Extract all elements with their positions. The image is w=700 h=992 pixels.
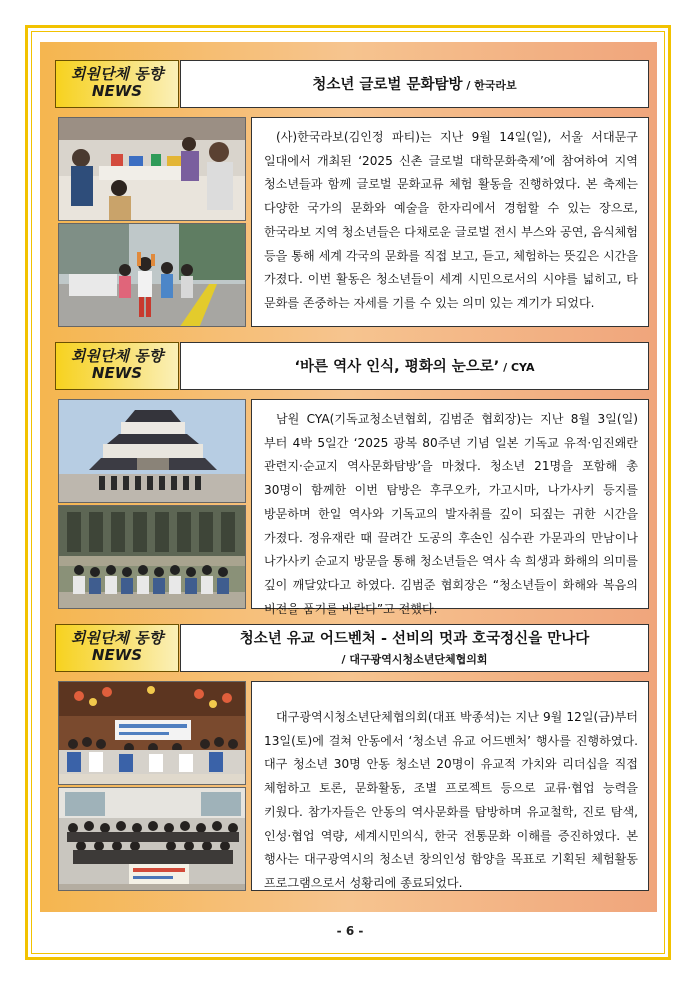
article-source: / 한국라보: [462, 79, 517, 92]
article-body: (사)한국라보(김인정 파티)는 지난 9월 14일(일), 서울 서대문구 일대에서 개최된 ‘2025 신촌 글로벌 대학문화축제’에 참여하여 지역 청소년들과 함께 글로벌 문화교류 체험 활동을 진행하였다. 본 축제는 다양한 국가의 문화와 예술을 한자리에서 경험할 수 있는 장으로, 한국라보 지역 청소년들은 다채로운 글로벌 전시 부스와 공연, 음식체험 등을 통해 세계 각국의 문화를 직접 보고, 듣고, 체험하는 뜻깊은 시간을 가졌다. 이번 활동은 청소년들이 세계 시민으로서의 시야를 넓히고, 타 문화를 존중하는 자세를 기를 수 있는 의미 있는 계기가 되었다.: [264, 130, 638, 310]
article-body: 대구광역시청소년단체협의회(대표 박종석)는 지난 9월 12일(금)부터 13일(토)에 걸쳐 안동에서 ‘청소년 유교 어드벤처’ 행사를 진행하였다. 대구 청소년 30명 안동 청소년 20명이 유교적 가치와 리더십을 직접 체험하고 토론, 문화활동, 조별 프로젝트 등으로 교류·협업 능력을 키웠다. 참가자들은 안동의 역사문화를 탐방하며 유교철학, 진로 탐색, 인성·협업 역량, 세계시민의식, 한국 전통문화 이해를 증진하였다. 본 행사는 대구광역시의 청소년 창의인성 함양을 목표로 기획된 체험활동 프로그램으로서 성황리에 종료되었다.: [264, 710, 638, 890]
article-title-box: [180, 624, 649, 672]
article-title-box: [180, 342, 649, 390]
news-badge: [55, 342, 179, 390]
article-body-box: [251, 681, 649, 891]
article-body-box: [251, 117, 649, 327]
badge-news: NEWS: [91, 82, 143, 100]
article-title-box: [180, 60, 649, 108]
daegu-hall-photo: [58, 681, 246, 785]
article-source: / CYA: [499, 361, 535, 374]
article-title: ‘바른 역사 인식, 평화의 눈으로’: [294, 359, 500, 375]
cya-statues-photo: [58, 505, 246, 609]
badge-label: 회원단체 동향: [70, 65, 164, 83]
article-title: 청소년 글로벌 문화탐방: [312, 77, 463, 93]
news-badge: [55, 60, 179, 108]
badge-news: NEWS: [91, 364, 143, 382]
labo-street-photo: [58, 223, 246, 327]
badge-label: 회원단체 동향: [70, 347, 164, 365]
article-body-box: [251, 399, 649, 616]
cya-castle-photo: [58, 399, 246, 503]
page-number: - 6 -: [336, 924, 364, 938]
news-badge: [55, 624, 179, 672]
article-body: 남원 CYA(기독교청소년협회, 김범준 협회장)는 지난 8월 3일(일)부터 4박 5일간 ‘2025 광복 80주년 기념 일본 기독교 유적·임진왜란 관련지·순교지 역사문화탐방’을 마쳤다. 청소년 21명을 포함해 총 30명이 함께한 이번 탐방은 후쿠오카, 가고시마, 나가사키 등지를 방문하며 한일 역사와 기독교의 발자취를 깊이 되짚는 귀한 시간을 가졌다. 정유재란 때 끌려간 도공의 후손인 심수관 가문과의 만남이나 나가사키 순교지 방문을 통해 청소년들은 역사 속 희생과 화해의 의미를 깊이 깨달았다고 하였다. 김범준 협회장은 “청소년들이 화해와 복음의 비전을 품기를 바란다”고 전했다.: [264, 412, 638, 616]
daegu-group-photo: [58, 787, 246, 891]
badge-label: 회원단체 동향: [70, 629, 164, 647]
article-source: / 대구광역시청소년단체협의회: [341, 653, 488, 666]
badge-news: NEWS: [91, 646, 143, 664]
labo-booth-photo: [58, 117, 246, 221]
article-title: 청소년 유교 어드벤처 - 선비의 멋과 호국정신을 만나다: [239, 631, 590, 647]
